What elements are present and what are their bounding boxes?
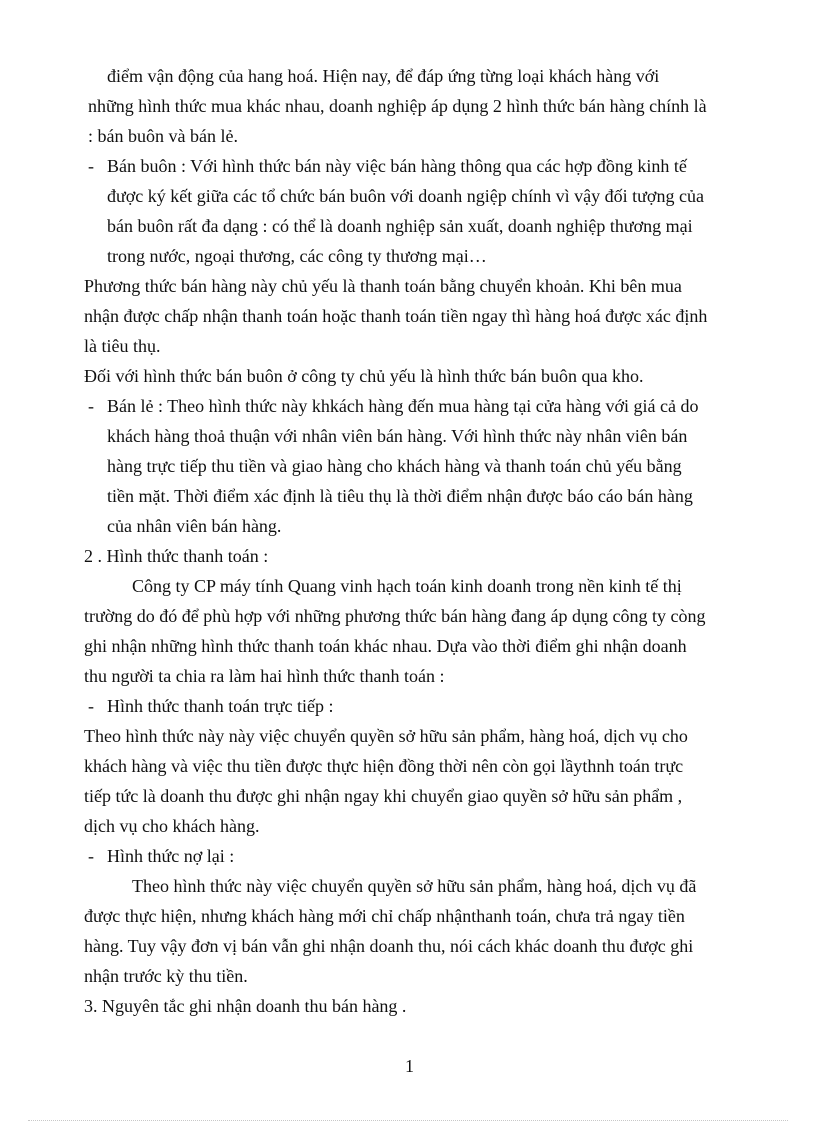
- section-heading: 2 . Hình thức thanh toán :: [84, 546, 269, 566]
- credit-line: nhận trước kỳ thu tiền.: [84, 966, 248, 986]
- payment-method-line: Phương thức bán hàng này chủ yếu là thanh toán bằng chuyển khoản. Khi bên mua: [84, 276, 682, 296]
- retail-line: Bán lẻ : Theo hình thức này khkách hàng đến mua hàng tại cửa hàng với giá cả do: [107, 396, 699, 416]
- footer-divider: [28, 1120, 788, 1121]
- direct-line: tiếp tức là doanh thu được ghi nhận ngay khi chuyển giao quyền sở hữu sản phẩm ,: [84, 786, 683, 806]
- direct-line: Theo hình thức này này việc chuyển quyền sở hữu sản phẩm, hàng hoá, dịch vụ cho: [84, 726, 688, 746]
- section2-line: thu người ta chia ra làm hai hình thức thanh toán :: [84, 666, 445, 686]
- retail-line: hàng trực tiếp thu tiền và giao hàng cho khách hàng và thanh toán chủ yếu bằng: [107, 456, 682, 476]
- subsection-heading: Hình thức thanh toán trực tiếp :: [107, 696, 334, 716]
- wholesale-line: trong nước, ngoại thương, các công ty thương mại…: [107, 246, 487, 266]
- retail-line: khách hàng thoả thuận với nhân viên bán hàng. Với hình thức này nhân viên bán: [107, 426, 688, 446]
- credit-line: được thực hiện, nhưng khách hàng mới chỉ chấp nhậnthanh toán, chưa trả ngay tiền: [84, 906, 685, 926]
- intro-line: những hình thức mua khác nhau, doanh nghiệp áp dụng 2 hình thức bán hàng chính là: [88, 96, 707, 116]
- wholesale-line: Bán buôn : Với hình thức bán này việc bán hàng thông qua các hợp đồng kinh tế: [107, 156, 687, 176]
- intro-line: điểm vận động của hang hoá. Hiện nay, để đáp ứng từng loại khách hàng với: [107, 66, 660, 86]
- intro-line: : bán buôn và bán lẻ.: [88, 126, 238, 146]
- direct-line: dịch vụ cho khách hàng.: [84, 816, 260, 836]
- section2-line: ghi nhận những hình thức thanh toán khác nhau. Dựa vào thời điểm ghi nhận doanh: [84, 636, 687, 656]
- credit-line: hàng. Tuy vậy đơn vị bán vẫn ghi nhận doanh thu, nói cách khác doanh thu được ghi: [84, 936, 694, 956]
- direct-line: khách hàng và việc thu tiền được thực hiện đồng thời nên còn gọi lầythnh toán trực: [84, 756, 684, 776]
- section2-line: trường do đó để phù hợp với những phương thức bán hàng đang áp dụng công ty còng: [84, 606, 706, 626]
- retail-line: tiền mặt. Thời điểm xác định là tiêu thụ là thời điểm nhận được báo cáo bán hàng: [107, 486, 693, 506]
- wholesale-company-line: Đối với hình thức bán buôn ở công ty chủ yếu là hình thức bán buôn qua kho.: [84, 366, 644, 386]
- bullet-dash: -: [88, 396, 94, 416]
- section-heading: 3. Nguyên tắc ghi nhận doanh thu bán hàng .: [84, 996, 407, 1016]
- bullet-dash: -: [88, 696, 94, 716]
- bullet-dash: -: [88, 846, 94, 866]
- section2-line: Công ty CP máy tính Quang vinh hạch toán kinh doanh trong nền kinh tế thị: [132, 576, 682, 596]
- page-number: 1: [405, 1056, 414, 1076]
- wholesale-line: được ký kết giữa các tổ chức bán buôn với doanh ngiệp chính vì vậy đối tượng của: [107, 186, 704, 206]
- bullet-dash: -: [88, 156, 94, 176]
- wholesale-line: bán buôn rất đa dạng : có thể là doanh nghiệp sản xuất, doanh nghiệp thương mại: [107, 216, 693, 236]
- payment-method-line: là tiêu thụ.: [84, 336, 161, 356]
- payment-method-line: nhận được chấp nhận thanh toán hoặc thanh toán tiền ngay thì hàng hoá được xác định: [84, 306, 708, 326]
- credit-line: Theo hình thức này việc chuyển quyền sở hữu sản phẩm, hàng hoá, dịch vụ đã: [132, 876, 697, 896]
- subsection-heading: Hình thức nợ lại :: [107, 846, 235, 866]
- retail-line: của nhân viên bán hàng.: [107, 516, 282, 536]
